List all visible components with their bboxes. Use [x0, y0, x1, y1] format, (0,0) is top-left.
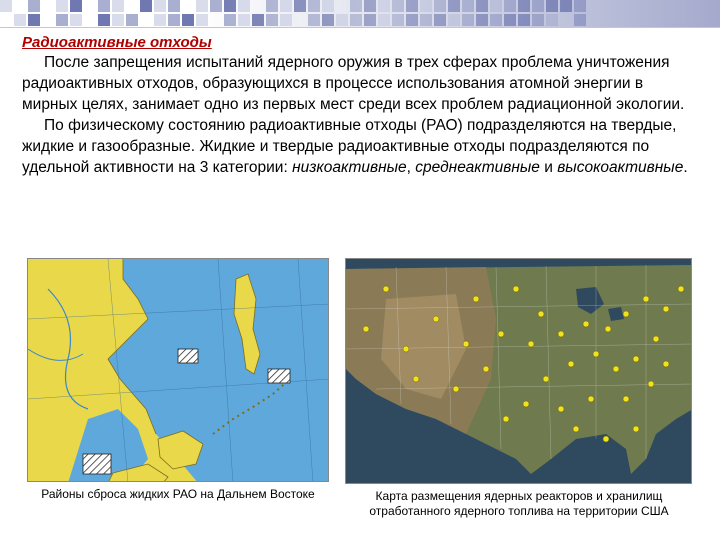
category-high: высокоактивные — [557, 159, 684, 176]
separator: и — [539, 159, 558, 176]
category-mid: среднеактивные — [415, 159, 540, 176]
decorative-header-band — [0, 0, 720, 28]
period: . — [683, 159, 688, 176]
slide-body — [22, 52, 702, 178]
separator: , — [406, 159, 416, 176]
usa-reactors-map-caption: Карта размещения ядерных реакторов и хранилищ отработанного ядерного топлива на территории США — [369, 489, 669, 518]
far-east-map-caption: Районы сброса жидких РАО на Дальнем Востоке — [41, 487, 315, 501]
far-east-map-svg — [28, 259, 329, 482]
paragraph-classification — [22, 115, 702, 178]
slide-title: Радиоактивные отходы — [22, 34, 212, 51]
usa-reactors-map-svg — [346, 259, 692, 484]
usa-reactors-map-image — [345, 258, 692, 484]
classification-text: По физическому состоянию радиоактивные отходы (РАО) подразделяются на твердые, жидкие и газообразные. Жидкие и твердые радиоактивные отходы подразделяются по удельной активности на 3 категории: — [22, 117, 677, 176]
category-low: низкоактивные — [292, 159, 407, 176]
far-east-map-image — [27, 258, 329, 482]
paragraph-intro: После запрещения испытаний ядерного оружия в трех сферах проблема уничтожения радиоактивных отходов, образующихся в процессе использования атомной энергии в мирных целях, занимает одно из первых мест среди всех проблем радиационной экологии. — [22, 54, 685, 113]
